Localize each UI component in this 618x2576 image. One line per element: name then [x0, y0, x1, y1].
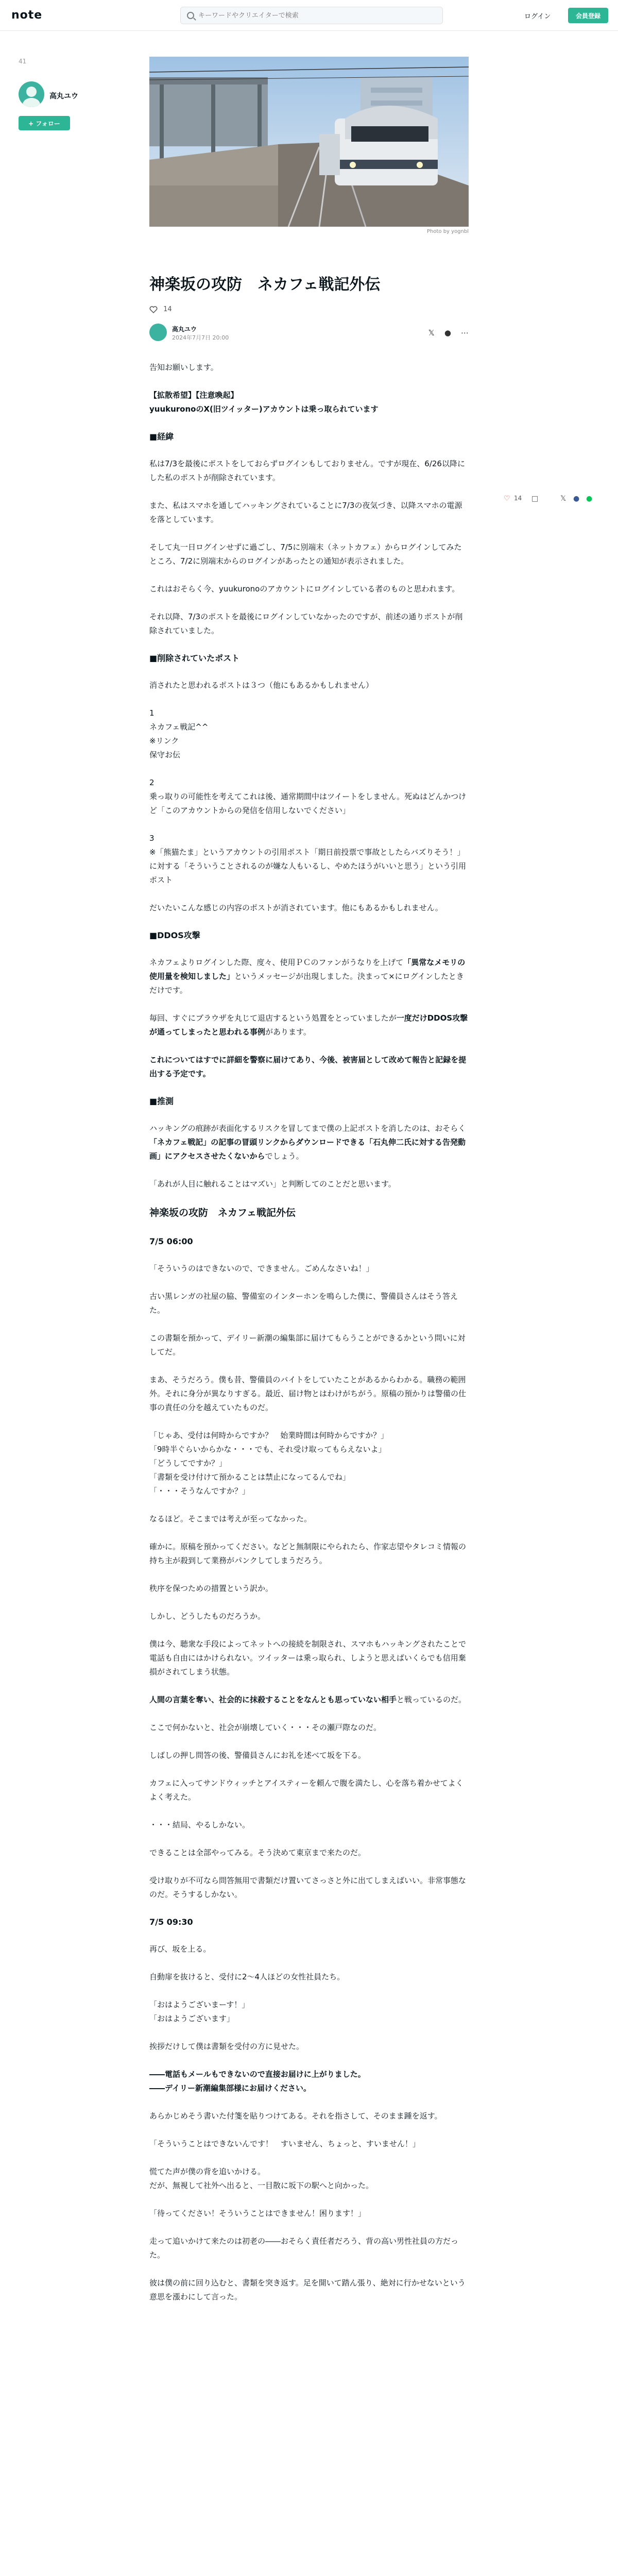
paragraph: 「ネカフェ戦記」の記事の冒頭リンクからダウンロードできる「石丸伸二氏に対する告発動画」にアクセスさせたくないから — [149, 1138, 466, 1161]
paragraph — [149, 388, 469, 416]
float-like-count: 14 — [514, 495, 522, 502]
paragraph: というメッセージが出現しました。決まって×にログインしたときだけです。 — [149, 972, 464, 995]
paragraph: 挨拶だけして僕は書類を受付の方に見せた。 — [149, 2042, 304, 2051]
user-plus-icon: + — [28, 120, 34, 127]
x-share-icon[interactable]: 𝕏 — [428, 328, 435, 337]
search-box[interactable] — [180, 7, 443, 24]
search-icon — [187, 12, 194, 19]
heart-icon[interactable]: ♡ — [504, 495, 510, 503]
paragraph: この書類を預かって、デイリー新潮の編集部に届けてもらうことができるかという問いに対してだ。 — [149, 1333, 466, 1357]
site-header — [0, 0, 618, 31]
article-body — [149, 361, 469, 2318]
follow-label: フォロー — [36, 120, 60, 127]
paragraph: 「そういうのはできないので、できません。ごめんなさいね！」 — [149, 1264, 374, 1273]
dialogue-line: 「・・・そうなんですか？」 — [149, 1486, 250, 1496]
section-heading: ■DDOS攻撃 — [149, 930, 200, 940]
list-item: 2 — [149, 778, 154, 787]
facebook-share-icon[interactable]: ● — [444, 328, 451, 337]
story-heading: 神楽坂の攻防 ネカフェ戦記外伝 — [149, 1207, 296, 1218]
facebook-share-icon[interactable]: ● — [573, 495, 580, 503]
paragraph: だが、無視して社外へ出ると、一目散に坂下の駅へと向かった。 — [149, 2181, 374, 2190]
like-count: 14 — [163, 306, 172, 313]
author-avatar-small[interactable] — [149, 324, 167, 341]
paragraph: ――デイリー新潮編集部様にお届けください。 — [149, 2083, 311, 2093]
paragraph: できることは全部やってみる。そう決めて東京まで来たのだ。 — [149, 1848, 366, 1857]
paragraph: そして丸一日ログインせずに過ごし、7/5に別端末（ネットカフェ）からログインしてみたところ、7/2に別端末からのログインがあったとの通知が表示されました。 — [149, 543, 462, 566]
dialogue-line: 「じゃあ、受付は何時からですか？ 始業時間は何時からですか？」 — [149, 1431, 389, 1440]
author-row — [149, 324, 469, 342]
paragraph — [149, 1693, 469, 1707]
follow-button[interactable] — [19, 116, 70, 130]
comment-icon[interactable]: □ — [531, 495, 539, 503]
paragraph: ここで何かないと、社会が崩壊していく・・・その瀬戸際なのだ。 — [149, 1723, 382, 1732]
paragraph: 「そういうことはできないんです！ すいません、ちょっと、すいません！」 — [149, 2139, 420, 2148]
publish-date: 2024年7月7日 20:00 — [172, 334, 229, 341]
search-input[interactable] — [198, 7, 435, 24]
paragraph: 彼は僕の前に回り込むと、書類を突き返す。足を開いて踏ん張り、絶対に行かせないという意思を漲わにして言った。 — [149, 2278, 466, 2301]
paragraph: 「待ってください！そういうことはできません！困ります！」 — [149, 2209, 366, 2218]
share-icons — [421, 328, 469, 337]
paragraph: なるほど。そこまでは考えが至ってなかった。 — [149, 1514, 312, 1523]
paragraph: 僕は今、聴衆な手段によってネットへの接続を制限され、スマホもハッキングされたことで電話も自由にはかけられない。ツイッターは乗っ取られ、しようと思えばいくらでも信用棄損がされてしまう状態。 — [149, 1639, 467, 1676]
author-avatar[interactable] — [19, 81, 44, 107]
paragraph: 消されたと思われるポストは３つ（他にもあるかもしれません） — [149, 681, 374, 690]
paragraph: カフェに入ってサンドウィッチとアイスティーを頼んで腹を満たし、心を落ち着かせてよくよく考えた。 — [149, 1778, 464, 1802]
paragraph: 古い黒レンガの社屋の脇、警備室のインターホンを鳴らした僕に、警備員さんはそう答えた。 — [149, 1292, 458, 1315]
paragraph: ――電話もメールもできないので直接お届けに上がりました。 — [149, 2070, 366, 2079]
list-item: ネカフェ戦記^^ — [149, 722, 209, 732]
list-item: ※リンク — [149, 736, 179, 745]
paragraph: と戦っているのだ。 — [397, 1695, 467, 1704]
more-menu-icon[interactable]: ⋯ — [461, 328, 469, 337]
login-link[interactable]: ログイン — [524, 13, 551, 21]
line-share-icon[interactable]: ● — [586, 495, 593, 503]
paragraph — [149, 2067, 469, 2081]
paragraph: 走って追いかけて来たのは初老の――おそらく責任者だろう、背の高い男性社員の方だった。 — [149, 2236, 459, 2260]
list-item: 3 — [149, 834, 154, 843]
paragraph: これはおそらく今、yuukuronoのアカウントにログインしている者のものと思われます。 — [149, 584, 460, 594]
timestamp-heading: 7/5 09:30 — [149, 1917, 193, 1927]
paragraph — [149, 1053, 469, 1081]
paragraph: 再び、坂を上る。 — [149, 1944, 211, 1954]
section-heading: ■推測 — [149, 1096, 174, 1106]
paragraph: 告知お願いします。 — [149, 363, 218, 372]
paragraph: しばしの押し問答の後、警備員さんにお礼を述べて坂を下る。 — [149, 1751, 366, 1760]
section-heading: ■削除されていたポスト — [149, 653, 240, 663]
paragraph: 秩序を保つための措置という訳か。 — [149, 1584, 273, 1593]
sidebar-author-name[interactable]: 高丸ユウ — [49, 92, 78, 100]
dialogue-line: 「書類を受け付けて預かることは禁止になってるんでね」 — [149, 1472, 351, 1482]
paragraph: まあ、そうだろう。僕も昔、警備員のバイトをしていたことがあるからわかる。職務の範囲外。それに身分が異なりすぎる。最近、届け物とはわけがちがう。原稿の預かりは警備の仕事の責任の分を越えていたものだ。 — [149, 1375, 467, 1412]
paragraph: 確かに。原稿を預かってください。などと無制限にやられたら、作家志望やタレコミ情報の持ち主が殺到して業務がパンクしてしまうだろう。 — [149, 1542, 467, 1565]
x-share-icon[interactable]: 𝕏 — [560, 495, 566, 503]
paragraph: 受け取りが不可なら問答無用で書類だけ置いてさっさと外に出てしまえばいい。非常事態なのだ。そうするしかない。 — [149, 1876, 467, 1899]
heart-icon[interactable] — [149, 306, 158, 314]
like-row — [149, 304, 172, 314]
paragraph: また、私はスマホを通してハッキングされていることに7/3の夜気づき、以降スマホの電源を落としています。 — [149, 501, 462, 524]
paragraph: それ以降、7/3のポストを最後にログインしていなかったのですが、前述の通りポストが削除されていました。 — [149, 612, 463, 635]
paragraph — [149, 1011, 469, 1039]
list-item: 1 — [149, 708, 154, 718]
floating-action-panel — [504, 495, 612, 507]
paragraph: 毎回、すぐにブラウザを丸じて退店するという処置をとっていましたが — [149, 1013, 397, 1023]
hero-image — [149, 57, 469, 227]
dialogue-line: 「おはようございます」 — [149, 2014, 235, 2023]
paragraph — [149, 956, 469, 997]
paragraph: すでに詳細を警察に届けてあり、今後、被害届として改めて報告と記録を提出する予定です。 — [149, 1055, 467, 1078]
paragraph: しかし、どうしたものだろうか。 — [149, 1612, 266, 1621]
paragraph: あらかじめそう書いた付箋を貼りつけてある。それを指さして、そのまま踵を返す。 — [149, 2111, 442, 2121]
paragraph: 人間の言葉を奪い、社会的に抹殺することをなんとも思っていない相手 — [149, 1695, 397, 1704]
dialogue-line: 「どうしてですか？」 — [149, 1459, 227, 1468]
paragraph: 自動扉を抜けると、受付に2〜4人ほどの女性社員たち。 — [149, 1972, 345, 1981]
note-logo[interactable]: note — [11, 9, 43, 22]
paragraph — [149, 2081, 469, 2095]
paragraph: ハッキングの痕跡が表面化するリスクを冒してまで僕の上記ポストを消したのは、おそらく — [149, 1124, 466, 1133]
paragraph — [149, 1122, 469, 1163]
photo-credit: Photo by yognbl — [427, 229, 469, 234]
paragraph: ネカフェよりログインした際、度々、使用ＰＣのファンがうなりを上げて — [149, 958, 404, 967]
paragraph: だいたいこんな感じの内容のポストが消されています。他にもあるかもしれません。 — [149, 903, 443, 912]
paragraph: 「あれが人目に触れることはマズい」と判断してのことだと思います。 — [149, 1179, 396, 1189]
paragraph: 慌てた声が僕の背を追いかける。 — [149, 2167, 266, 2176]
dialogue-line: 「おはようございまーす！」 — [149, 2000, 250, 2009]
paragraph: でしょう。 — [265, 1151, 304, 1161]
paragraph: 【拡散希望】【注意喚起】 — [149, 391, 238, 400]
train-photo-illustration — [149, 57, 469, 227]
paragraph: ・・・結局、やるしかない。 — [149, 1820, 250, 1829]
section-heading: ■経緯 — [149, 432, 174, 442]
article-title: 神楽坂の攻防 ネカフェ戦記外伝 — [149, 276, 381, 294]
sidebar-count: 41 — [19, 58, 27, 65]
paragraph: yuukuronoのX(旧ツイッター)アカウントは乗っ取られています — [149, 404, 379, 414]
paragraph: 「異常なメモリの使用量を検知しました」 — [149, 958, 466, 981]
paragraph: があります。 — [265, 1027, 311, 1037]
paragraph: これについては — [149, 1055, 203, 1064]
paragraph: 私は7/3を最後にポストをしておらずログインもしておりません。ですが現在、6/26以降にした私のポストが削除されています。 — [149, 459, 465, 482]
list-item: ※「熊猫たま」というアカウントの引用ポスト「期日前投票で事故としたらバズりそう！」に対する「そういうことされるのが嫌な人もいるし、やめたほうがいいと思う」という引用ポスト — [149, 848, 467, 885]
dialogue-line: 「9時半ぐらいからかな・・・でも、それ受け取ってもらえないよ」 — [149, 1445, 386, 1454]
signup-button[interactable]: 会員登録 — [568, 8, 608, 23]
paragraph: 一度だけDDOS攻撃が通ってしまったと思われる事例 — [149, 1013, 468, 1037]
author-name[interactable]: 高丸ユウ — [172, 326, 197, 333]
timestamp-heading: 7/5 06:00 — [149, 1236, 193, 1246]
list-item: 乗っ取りの可能性を考えてこれは後、通常期間中はツイートをしません。死ぬはどんかつけど「このアカウントからの発信を信用しないでください」 — [149, 792, 467, 815]
list-item: 保守お伝 — [149, 750, 181, 759]
